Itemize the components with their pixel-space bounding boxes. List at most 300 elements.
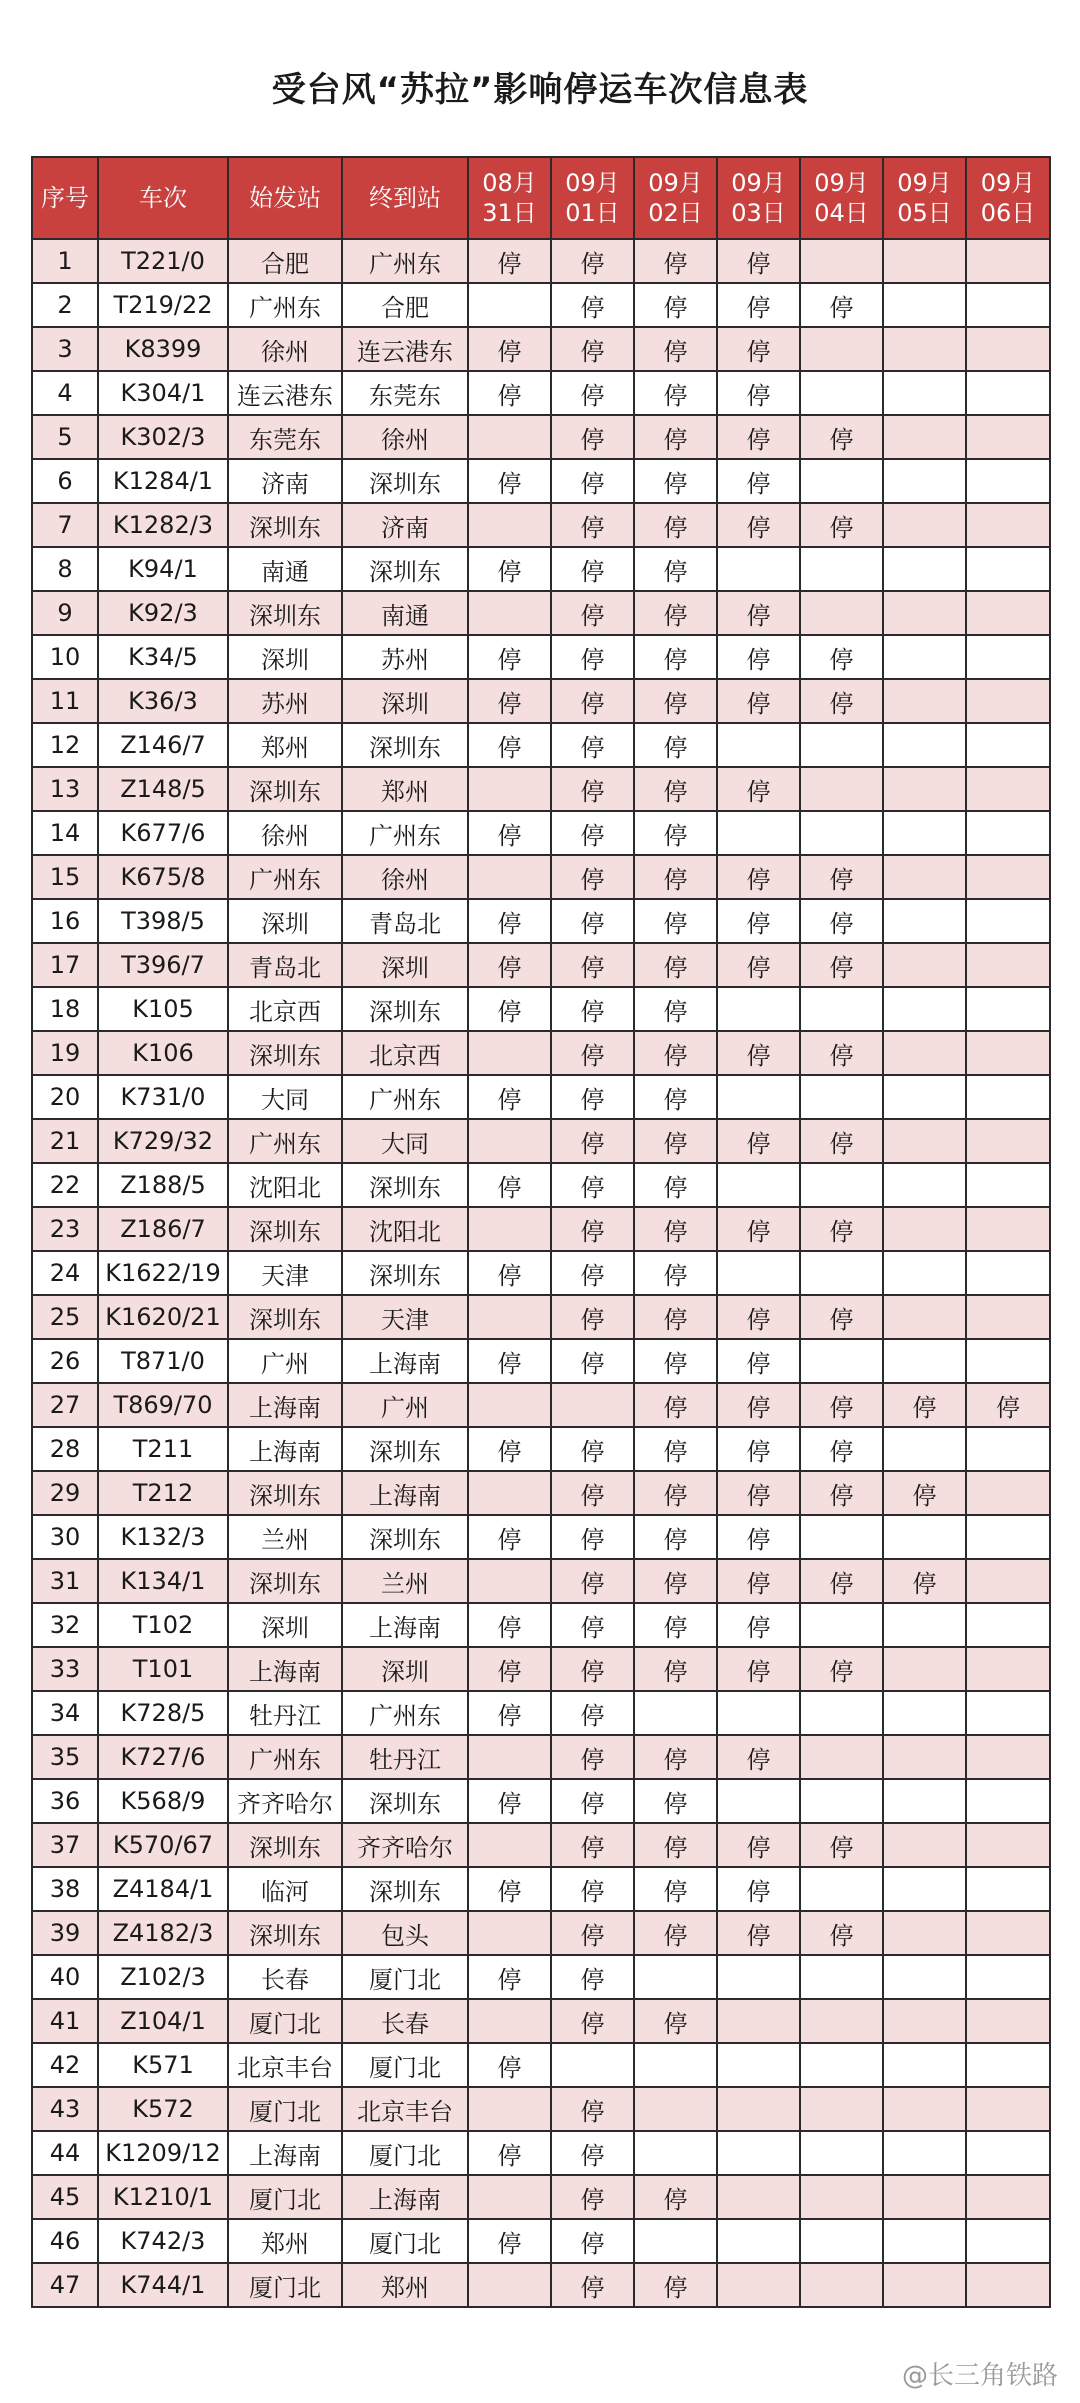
stop-status-cell <box>717 1999 800 2043</box>
seq-cell: 3 <box>32 327 98 371</box>
terminal-station-cell: 上海南 <box>342 1339 468 1383</box>
origin-station-cell: 牡丹江 <box>228 1691 342 1735</box>
table-row <box>32 1911 1050 1955</box>
stop-status-cell: 停 <box>468 1647 551 1691</box>
stop-status-cell <box>468 415 551 459</box>
train-number-cell: K570/67 <box>98 1823 228 1867</box>
stop-status-cell <box>468 1823 551 1867</box>
train-number-cell: K1622/19 <box>98 1251 228 1295</box>
stop-status-cell: 停 <box>800 855 883 899</box>
stop-status-cell: 停 <box>551 1251 634 1295</box>
stop-status-cell <box>966 503 1050 547</box>
stop-status-cell: 停 <box>551 2131 634 2175</box>
train-number-cell: T219/22 <box>98 283 228 327</box>
stop-status-cell: 停 <box>551 1999 634 2043</box>
terminal-station-cell: 东莞东 <box>342 371 468 415</box>
stop-status-cell <box>966 1823 1050 1867</box>
stop-status-cell <box>468 1207 551 1251</box>
stop-status-cell: 停 <box>966 1383 1050 1427</box>
stop-status-cell: 停 <box>551 679 634 723</box>
stop-status-cell: 停 <box>634 547 717 591</box>
train-number-cell: K677/6 <box>98 811 228 855</box>
stop-status-cell: 停 <box>634 1911 717 1955</box>
stop-status-cell <box>883 811 966 855</box>
header-date-month: 09月 <box>980 169 1036 197</box>
stop-status-cell: 停 <box>800 1471 883 1515</box>
stop-status-cell <box>966 1911 1050 1955</box>
stop-status-cell: 停 <box>634 459 717 503</box>
stop-status-cell <box>468 1031 551 1075</box>
stop-status-cell <box>800 811 883 855</box>
terminal-station-cell: 深圳东 <box>342 1779 468 1823</box>
stop-status-cell <box>800 1867 883 1911</box>
stop-status-cell: 停 <box>551 503 634 547</box>
stop-status-cell: 停 <box>551 1339 634 1383</box>
stop-status-cell <box>966 943 1050 987</box>
table-row <box>32 1251 1050 1295</box>
stop-status-cell <box>966 811 1050 855</box>
stop-status-cell <box>966 591 1050 635</box>
stop-status-cell: 停 <box>551 811 634 855</box>
table-row <box>32 1471 1050 1515</box>
stop-status-cell <box>717 1691 800 1735</box>
table-row <box>32 1735 1050 1779</box>
stop-status-cell <box>800 723 883 767</box>
stop-status-cell: 停 <box>551 767 634 811</box>
header-date-month: 09月 <box>897 169 952 197</box>
header-date-day: 02日 <box>648 199 703 227</box>
train-number-cell: Z104/1 <box>98 1999 228 2043</box>
train-number-cell: T212 <box>98 1471 228 1515</box>
stop-status-cell: 停 <box>551 943 634 987</box>
stop-status-cell <box>634 2131 717 2175</box>
stop-status-cell <box>966 1251 1050 1295</box>
table-row <box>32 2219 1050 2263</box>
train-number-cell: Z146/7 <box>98 723 228 767</box>
stop-status-cell <box>551 1383 634 1427</box>
seq-cell: 1 <box>32 239 98 283</box>
origin-station-cell: 青岛北 <box>228 943 342 987</box>
seq-cell: 2 <box>32 283 98 327</box>
terminal-station-cell: 深圳东 <box>342 1251 468 1295</box>
train-number-cell: K1284/1 <box>98 459 228 503</box>
table-row <box>32 2087 1050 2131</box>
stop-status-cell <box>966 1339 1050 1383</box>
stop-status-cell: 停 <box>717 1383 800 1427</box>
header-origin: 始发站 <box>228 157 342 239</box>
table-row <box>32 1867 1050 1911</box>
train-number-cell: K729/32 <box>98 1119 228 1163</box>
stop-status-cell <box>966 899 1050 943</box>
table-row <box>32 1383 1050 1427</box>
stop-status-cell <box>883 239 966 283</box>
seq-cell: 9 <box>32 591 98 635</box>
stop-status-cell: 停 <box>551 1295 634 1339</box>
stop-status-cell <box>800 2219 883 2263</box>
stop-status-cell <box>468 2175 551 2219</box>
terminal-station-cell: 合肥 <box>342 283 468 327</box>
stop-status-cell: 停 <box>634 1515 717 1559</box>
stop-status-cell: 停 <box>551 899 634 943</box>
origin-station-cell: 郑州 <box>228 2219 342 2263</box>
stop-status-cell: 停 <box>551 1779 634 1823</box>
stop-status-cell <box>717 987 800 1031</box>
stop-status-cell: 停 <box>551 2087 634 2131</box>
stop-status-cell <box>634 2087 717 2131</box>
header-train: 车次 <box>98 157 228 239</box>
stop-status-cell: 停 <box>800 1383 883 1427</box>
table-row <box>32 679 1050 723</box>
origin-station-cell: 南通 <box>228 547 342 591</box>
origin-station-cell: 深圳东 <box>228 1031 342 1075</box>
terminal-station-cell: 青岛北 <box>342 899 468 943</box>
stop-status-cell: 停 <box>634 1383 717 1427</box>
terminal-station-cell: 深圳东 <box>342 723 468 767</box>
header-date <box>634 157 717 239</box>
stop-status-cell: 停 <box>717 239 800 283</box>
origin-station-cell: 苏州 <box>228 679 342 723</box>
origin-station-cell: 广州 <box>228 1339 342 1383</box>
stop-status-cell <box>468 1911 551 1955</box>
terminal-station-cell: 上海南 <box>342 2175 468 2219</box>
stop-status-cell <box>468 2263 551 2307</box>
seq-cell: 30 <box>32 1515 98 1559</box>
stop-status-cell: 停 <box>468 2219 551 2263</box>
stop-status-cell <box>883 1163 966 1207</box>
seq-cell: 25 <box>32 1295 98 1339</box>
terminal-station-cell: 深圳东 <box>342 1867 468 1911</box>
terminal-station-cell: 牡丹江 <box>342 1735 468 1779</box>
stop-status-cell <box>883 2087 966 2131</box>
stop-status-cell <box>966 1647 1050 1691</box>
stop-status-cell: 停 <box>634 1471 717 1515</box>
stop-status-cell <box>966 1207 1050 1251</box>
seq-cell: 41 <box>32 1999 98 2043</box>
table-row <box>32 2043 1050 2087</box>
stop-status-cell <box>966 723 1050 767</box>
stop-status-cell: 停 <box>468 1955 551 1999</box>
stop-status-cell: 停 <box>551 1207 634 1251</box>
stop-status-cell: 停 <box>468 1339 551 1383</box>
seq-cell: 40 <box>32 1955 98 1999</box>
table-row <box>32 283 1050 327</box>
table-row <box>32 943 1050 987</box>
header-date <box>883 157 966 239</box>
terminal-station-cell: 北京西 <box>342 1031 468 1075</box>
stop-status-cell <box>883 371 966 415</box>
stop-status-cell <box>800 2087 883 2131</box>
stop-status-cell <box>966 1163 1050 1207</box>
terminal-station-cell: 徐州 <box>342 855 468 899</box>
stop-status-cell: 停 <box>468 811 551 855</box>
stop-status-cell <box>800 371 883 415</box>
seq-cell: 26 <box>32 1339 98 1383</box>
stop-status-cell <box>966 2131 1050 2175</box>
stop-status-cell: 停 <box>551 1603 634 1647</box>
train-number-cell: K744/1 <box>98 2263 228 2307</box>
table-row <box>32 1075 1050 1119</box>
terminal-station-cell: 南通 <box>342 591 468 635</box>
origin-station-cell: 北京西 <box>228 987 342 1031</box>
stop-status-cell <box>800 1779 883 1823</box>
seq-cell: 6 <box>32 459 98 503</box>
terminal-station-cell: 广州东 <box>342 811 468 855</box>
stop-status-cell: 停 <box>634 503 717 547</box>
stop-status-cell <box>800 239 883 283</box>
stop-status-cell <box>634 1691 717 1735</box>
stop-status-cell <box>468 1119 551 1163</box>
origin-station-cell: 厦门北 <box>228 2175 342 2219</box>
stop-status-cell: 停 <box>634 283 717 327</box>
stop-status-cell: 停 <box>800 943 883 987</box>
stop-status-cell: 停 <box>800 1119 883 1163</box>
stop-status-cell <box>966 283 1050 327</box>
train-number-cell: K36/3 <box>98 679 228 723</box>
seq-cell: 10 <box>32 635 98 679</box>
stop-status-cell <box>966 327 1050 371</box>
origin-station-cell: 齐齐哈尔 <box>228 1779 342 1823</box>
stop-status-cell: 停 <box>468 2131 551 2175</box>
stop-status-cell: 停 <box>634 1295 717 1339</box>
stop-status-cell: 停 <box>717 1647 800 1691</box>
stop-status-cell <box>883 591 966 635</box>
table-row <box>32 327 1050 371</box>
train-number-cell: K134/1 <box>98 1559 228 1603</box>
stop-status-cell: 停 <box>551 1867 634 1911</box>
terminal-station-cell: 连云港东 <box>342 327 468 371</box>
stop-status-cell: 停 <box>717 1735 800 1779</box>
train-number-cell: K1620/21 <box>98 1295 228 1339</box>
stop-status-cell <box>717 2263 800 2307</box>
stop-status-cell <box>883 1603 966 1647</box>
terminal-station-cell: 深圳东 <box>342 547 468 591</box>
stop-status-cell: 停 <box>468 1251 551 1295</box>
stop-status-cell: 停 <box>634 1427 717 1471</box>
stop-status-cell <box>883 987 966 1031</box>
stop-status-cell: 停 <box>717 415 800 459</box>
stop-status-cell: 停 <box>717 1207 800 1251</box>
origin-station-cell: 深圳东 <box>228 1295 342 1339</box>
stop-status-cell: 停 <box>717 1119 800 1163</box>
stop-status-cell <box>883 1955 966 1999</box>
stop-status-cell: 停 <box>634 327 717 371</box>
origin-station-cell: 沈阳北 <box>228 1163 342 1207</box>
stop-status-cell: 停 <box>551 1427 634 1471</box>
stop-status-cell: 停 <box>468 2043 551 2087</box>
stop-status-cell: 停 <box>551 1691 634 1735</box>
stop-status-cell: 停 <box>634 1251 717 1295</box>
terminal-station-cell: 沈阳北 <box>342 1207 468 1251</box>
stop-status-cell: 停 <box>634 1031 717 1075</box>
stop-status-cell: 停 <box>551 1955 634 1999</box>
stop-status-cell: 停 <box>883 1471 966 1515</box>
stop-status-cell <box>883 1427 966 1471</box>
stop-status-cell <box>551 2043 634 2087</box>
origin-station-cell: 厦门北 <box>228 1999 342 2043</box>
stop-status-cell <box>800 2263 883 2307</box>
stop-status-cell <box>966 1471 1050 1515</box>
stop-status-cell: 停 <box>468 239 551 283</box>
terminal-station-cell: 长春 <box>342 1999 468 2043</box>
seq-cell: 14 <box>32 811 98 855</box>
stop-status-cell: 停 <box>634 1823 717 1867</box>
terminal-station-cell: 深圳 <box>342 679 468 723</box>
stop-status-cell: 停 <box>551 635 634 679</box>
header-date-month: 09月 <box>814 169 869 197</box>
train-number-cell: K106 <box>98 1031 228 1075</box>
stop-status-cell <box>883 1867 966 1911</box>
seq-cell: 8 <box>32 547 98 591</box>
terminal-station-cell: 天津 <box>342 1295 468 1339</box>
stop-status-cell: 停 <box>468 943 551 987</box>
stop-status-cell <box>800 1691 883 1735</box>
train-number-cell: T398/5 <box>98 899 228 943</box>
table-row <box>32 1999 1050 2043</box>
origin-station-cell: 广州东 <box>228 855 342 899</box>
stop-status-cell: 停 <box>634 1559 717 1603</box>
table-row <box>32 811 1050 855</box>
train-number-cell: T221/0 <box>98 239 228 283</box>
terminal-station-cell: 徐州 <box>342 415 468 459</box>
stop-status-cell <box>468 855 551 899</box>
stop-status-cell: 停 <box>634 1119 717 1163</box>
train-number-cell: K731/0 <box>98 1075 228 1119</box>
stop-status-cell <box>966 459 1050 503</box>
stop-status-cell <box>717 723 800 767</box>
stop-status-cell: 停 <box>800 1559 883 1603</box>
seq-cell: 29 <box>32 1471 98 1515</box>
train-number-cell: T869/70 <box>98 1383 228 1427</box>
stop-status-cell <box>717 2131 800 2175</box>
origin-station-cell: 深圳东 <box>228 767 342 811</box>
train-number-cell: K132/3 <box>98 1515 228 1559</box>
stop-status-cell: 停 <box>800 679 883 723</box>
terminal-station-cell: 上海南 <box>342 1471 468 1515</box>
stop-status-cell: 停 <box>634 1075 717 1119</box>
seq-cell: 32 <box>32 1603 98 1647</box>
train-number-cell: Z186/7 <box>98 1207 228 1251</box>
train-number-cell: K572 <box>98 2087 228 2131</box>
seq-cell: 22 <box>32 1163 98 1207</box>
stop-status-cell: 停 <box>468 327 551 371</box>
stop-status-cell: 停 <box>551 327 634 371</box>
seq-cell: 31 <box>32 1559 98 1603</box>
stop-status-cell: 停 <box>800 415 883 459</box>
stop-status-cell: 停 <box>551 1647 634 1691</box>
stop-status-cell <box>883 767 966 811</box>
table-row <box>32 1163 1050 1207</box>
origin-station-cell: 广州东 <box>228 1735 342 1779</box>
header-date-day: 04日 <box>814 199 869 227</box>
stop-status-cell: 停 <box>551 2263 634 2307</box>
stop-status-cell: 停 <box>800 1647 883 1691</box>
stop-status-cell <box>468 1559 551 1603</box>
stop-status-cell: 停 <box>717 591 800 635</box>
stop-status-cell <box>966 2043 1050 2087</box>
stop-status-cell <box>966 1955 1050 1999</box>
header-date-day: 03日 <box>731 199 786 227</box>
stop-status-cell: 停 <box>551 1119 634 1163</box>
stop-status-cell: 停 <box>717 1559 800 1603</box>
train-number-cell: K742/3 <box>98 2219 228 2263</box>
stop-status-cell <box>966 1999 1050 2043</box>
stop-status-cell: 停 <box>634 1867 717 1911</box>
table-row <box>32 547 1050 591</box>
seq-cell: 33 <box>32 1647 98 1691</box>
stop-status-cell <box>800 1251 883 1295</box>
stop-status-cell <box>966 1735 1050 1779</box>
train-number-cell: Z148/5 <box>98 767 228 811</box>
stop-status-cell: 停 <box>717 1823 800 1867</box>
stop-status-cell <box>883 1691 966 1735</box>
seq-cell: 28 <box>32 1427 98 1471</box>
table-row <box>32 855 1050 899</box>
stop-status-cell: 停 <box>551 1515 634 1559</box>
stop-status-cell: 停 <box>634 1647 717 1691</box>
header-date <box>966 157 1050 239</box>
stop-status-cell: 停 <box>717 899 800 943</box>
train-number-cell: T101 <box>98 1647 228 1691</box>
train-number-cell: T871/0 <box>98 1339 228 1383</box>
origin-station-cell: 深圳东 <box>228 591 342 635</box>
stop-status-cell: 停 <box>800 1427 883 1471</box>
train-number-cell: K675/8 <box>98 855 228 899</box>
stop-status-cell <box>883 1119 966 1163</box>
terminal-station-cell: 郑州 <box>342 767 468 811</box>
stop-status-cell <box>966 767 1050 811</box>
stop-status-cell: 停 <box>717 1911 800 1955</box>
table-row <box>32 1119 1050 1163</box>
stop-status-cell: 停 <box>800 283 883 327</box>
stop-status-cell <box>800 1999 883 2043</box>
stop-status-cell <box>468 1735 551 1779</box>
stop-status-cell: 停 <box>634 591 717 635</box>
seq-cell: 5 <box>32 415 98 459</box>
terminal-station-cell: 包头 <box>342 1911 468 1955</box>
stop-status-cell <box>883 1735 966 1779</box>
stop-status-cell <box>883 2043 966 2087</box>
stop-status-cell: 停 <box>717 1471 800 1515</box>
train-number-cell: K727/6 <box>98 1735 228 1779</box>
stop-status-cell: 停 <box>468 987 551 1031</box>
stop-status-cell: 停 <box>551 239 634 283</box>
stop-status-cell: 停 <box>468 635 551 679</box>
stop-status-cell <box>468 591 551 635</box>
header-date-day: 31日 <box>482 199 537 227</box>
stop-status-cell <box>966 1603 1050 1647</box>
stop-status-cell: 停 <box>717 1515 800 1559</box>
train-number-cell: K34/5 <box>98 635 228 679</box>
stop-status-cell <box>883 2175 966 2219</box>
header-date <box>468 157 551 239</box>
stop-status-cell: 停 <box>800 1031 883 1075</box>
stop-status-cell <box>883 723 966 767</box>
stop-status-cell <box>966 1691 1050 1735</box>
stop-status-cell: 停 <box>634 239 717 283</box>
header-date-month: 09月 <box>731 169 786 197</box>
stop-status-cell: 停 <box>551 283 634 327</box>
stop-status-cell <box>966 2219 1050 2263</box>
terminal-station-cell: 深圳东 <box>342 1427 468 1471</box>
stop-status-cell: 停 <box>551 547 634 591</box>
stop-status-cell: 停 <box>634 371 717 415</box>
terminal-station-cell: 广州东 <box>342 239 468 283</box>
stop-status-cell <box>717 1779 800 1823</box>
table-row <box>32 503 1050 547</box>
table-row <box>32 1295 1050 1339</box>
train-number-cell: Z4182/3 <box>98 1911 228 1955</box>
stop-status-cell <box>717 2175 800 2219</box>
